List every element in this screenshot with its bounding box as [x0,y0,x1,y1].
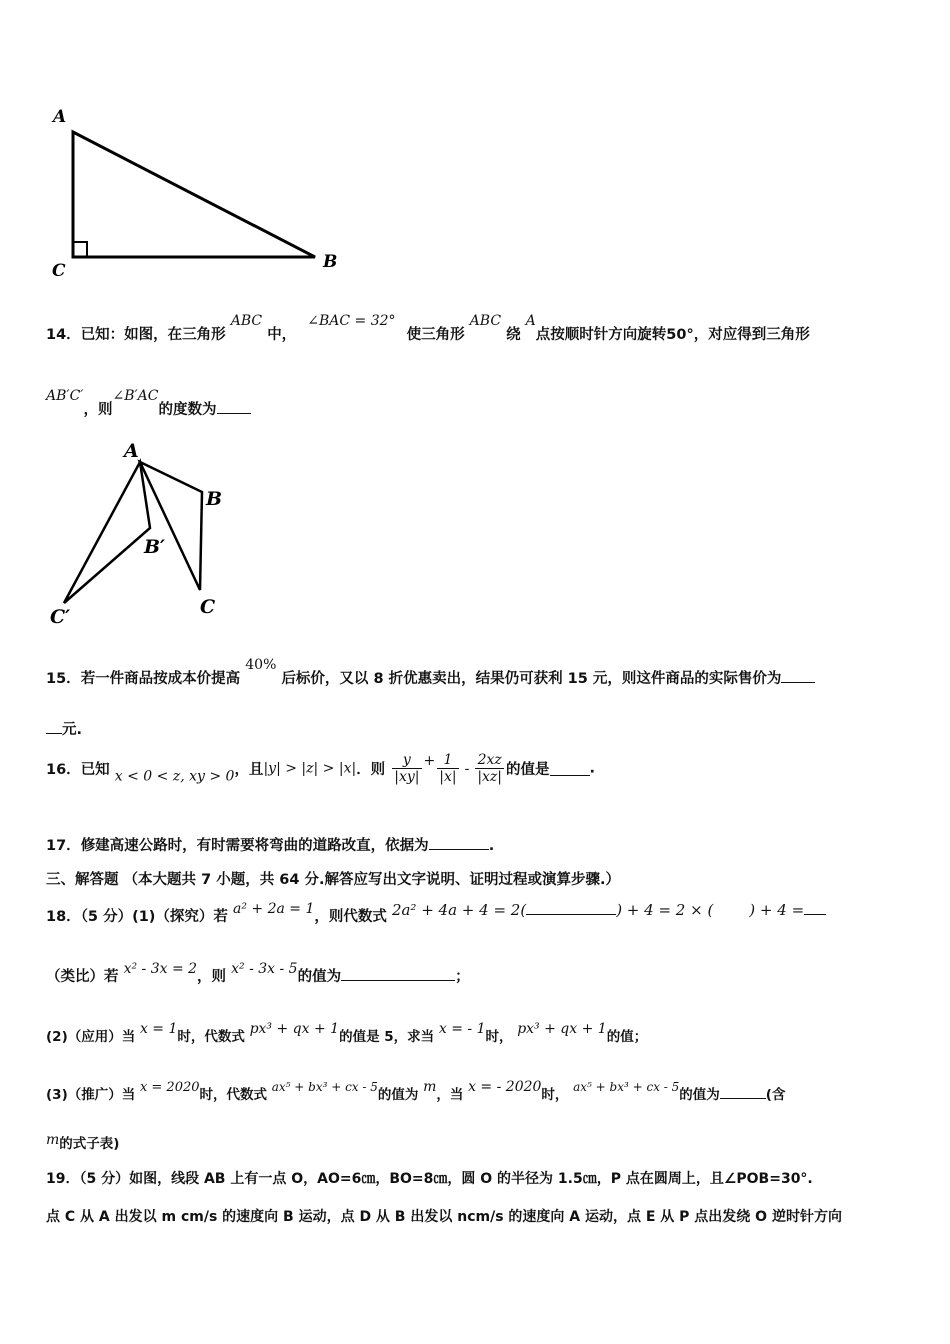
q16-frac2 [437,752,458,785]
q16-number: 16． [46,762,81,778]
q19-text1: （5 分）如图，线段 AB 上有一点 O，AO=6㎝，BO=8㎝，圆 O 的半径为 1.5㎝，P 点在圆周上，且∠POB=30°. [79,1171,813,1187]
q18-number: 18． [46,909,81,925]
q15-line1 [46,657,815,688]
q18-p3g: (含 [765,1087,786,1103]
q14-text1: 已知：如图，在三角形 [80,327,226,343]
q18-eq3: x² - 3x = 2 [123,961,198,977]
q14-line1 [46,313,810,344]
q14-text7: 的度数为 [158,402,217,418]
q17-answer-blank[interactable] [429,835,489,850]
q18-text2: ，则代数式 [314,909,387,925]
q18-p3f: 的值为 [679,1087,720,1103]
q17-line [46,834,494,855]
q18-text4: ，则 [197,969,227,985]
q16-frac3 [475,752,504,785]
q18-text5: 的值为 [297,969,342,985]
q14-a: A [525,313,536,329]
q18-p2c: 的值是 5，求当 [339,1029,435,1045]
q15-text3: 元. [62,722,83,738]
q14-abc2: ABC [469,313,502,329]
q19-number: 19． [46,1171,80,1187]
q16-ineq: |y| > |z| > |x| [263,760,357,777]
q19-line2 [46,1206,842,1226]
q16-text4: 的值是 [506,762,550,778]
q15-answer-blank-a[interactable] [781,668,815,683]
q18-line4 [46,1079,786,1103]
q18-p2e: 的值； [606,1029,648,1045]
q18-line5 [46,1132,119,1152]
triangle-figure [40,100,360,285]
q14-angle2: ∠B′AC [112,388,159,404]
q16-answer-blank[interactable] [550,761,590,776]
q15-answer-blank-b[interactable] [46,719,62,734]
q18-eq5: x = 1 [139,1021,178,1037]
q16-f3-num: 2xz [475,752,504,769]
q18-p3d: ，当 [436,1087,464,1103]
q16-text3: ．则 [356,762,386,778]
rot-label-a: A [124,440,139,462]
q15-number: 15． [46,671,81,687]
q18-eq2a: 2a² + 4a + 4 = 2( [391,901,527,919]
q17-end: . [488,838,495,854]
q18-eq4: x² - 3x - 5 [231,961,298,977]
q16-f1-num: y [392,752,421,769]
q18-blank1[interactable] [526,900,616,915]
q14-text3: 使三角形 [406,327,465,343]
q18-p2a: (2)（应用）当 [46,1029,136,1045]
q16-f3-den: |xz| [477,769,503,785]
q18-eq2b: ) + 4 = 2 × ( [616,901,714,919]
q16-end: . [589,760,596,777]
q18-p2d: 时， [485,1029,513,1045]
q18-eq8: px³ + qx + 1 [517,1021,607,1037]
q19-text2: 点 C 从 A 出发以 m cm/s 的速度向 B 运动，点 D 从 B 出发以 ncm/s 的速度向 A 运动，点 E 从 P 点出发绕 O 逆时针方向 [46,1209,842,1225]
q15-pct: 40% [245,657,277,673]
vertex-label-a: A [53,107,67,127]
q16-f2-den: |x| [439,769,457,785]
q14-abc: ABC [230,313,263,329]
q18-eq11: x = - 2020 [468,1079,542,1095]
q16-line [46,752,595,785]
vertex-label-c: C [52,261,66,281]
q16-text1: 已知 [80,762,110,778]
q18-text5-end: ； [455,969,470,985]
q16-minus: - [464,760,470,777]
q16-plus: + [423,752,436,769]
q18-line3 [46,1021,648,1045]
q14-text6: ，则 [83,402,113,418]
q15-text1: 若一件商品按成本价提高 [80,671,241,687]
q18-blank2[interactable] [804,900,826,915]
q18-eq1: a² + 2a = 1 [232,901,315,917]
q18-eq7: x = - 1 [438,1021,486,1037]
q18-eq2c: ) + 4 = [749,901,805,919]
q18-line1 [46,901,826,926]
q14-answer-blank[interactable] [217,399,251,414]
q18-text1: （5 分）(1)（探究）若 [80,909,228,925]
q18-p3b: 时，代数式 [199,1087,268,1103]
q16-f2-num: 1 [437,752,458,769]
q15-line2 [46,718,82,739]
q18-p3a: (3)（推广）当 [46,1087,136,1103]
q15-text2: 后标价，又以 8 折优惠卖出，结果仍可获利 15 元，则这件商品的实际售价为 [281,671,782,687]
q18-m: m [423,1079,437,1095]
q14-text5: 点按顺时针方向旋转50°，对应得到三角形 [535,327,810,343]
q18-eq10: ax⁵ + bx³ + cx - 5 [271,1080,378,1094]
q18-line2 [46,961,470,986]
q14-text2: 中， [267,327,297,343]
q16-text2: ，且 [234,762,264,778]
q18-p3c: 的值为 [377,1087,419,1103]
q18-eq6: px³ + qx + 1 [249,1021,340,1037]
q17-text: 修建高速公路时，有时需要将弯曲的道路改直，依据为 [80,838,429,854]
q18-p3e: 时， [541,1087,569,1103]
q14-number: 14． [46,327,81,343]
q18-eq9: x = 2020 [139,1080,200,1095]
rot-label-c: C [200,596,216,618]
q16-frac1 [392,752,421,785]
q18-blank4[interactable] [720,1084,766,1099]
q18-text3: （类比）若 [46,969,119,985]
q18-p2b: 时，代数式 [177,1029,245,1045]
q17-number: 17． [46,838,81,854]
rot-label-bp: B′ [144,536,166,558]
rot-label-cp: C′ [50,606,71,628]
q19-line1 [46,1168,813,1188]
q16-cond: x < 0 < z, xy > 0 [114,768,235,785]
triangle-ab-prime-c-prime [64,462,150,603]
triangle-shape [73,132,315,257]
q18-p3h: 的式子表) [59,1136,120,1152]
q14-angle: ∠BAC = 32° [307,313,396,329]
q14-line2 [46,388,251,419]
section3-heading: 三、解答题 （本大题共 7 小题，共 64 分.解答应写出文字说明、证明过程或演算步骤.） [46,872,621,888]
rotation-figure [40,435,240,635]
q14-text4: 绕 [506,327,521,343]
q18-eq12: ax⁵ + bx³ + cx - 5 [573,1080,680,1094]
q16-f1-den: |xy| [394,769,420,785]
q18-m2: m [46,1132,60,1148]
vertex-label-b: B [323,252,338,272]
q14-abc-prime: AB′C′ [46,388,84,404]
rot-label-b: B [206,488,223,510]
q18-blank3[interactable] [341,966,455,981]
right-angle-mark [73,242,87,257]
